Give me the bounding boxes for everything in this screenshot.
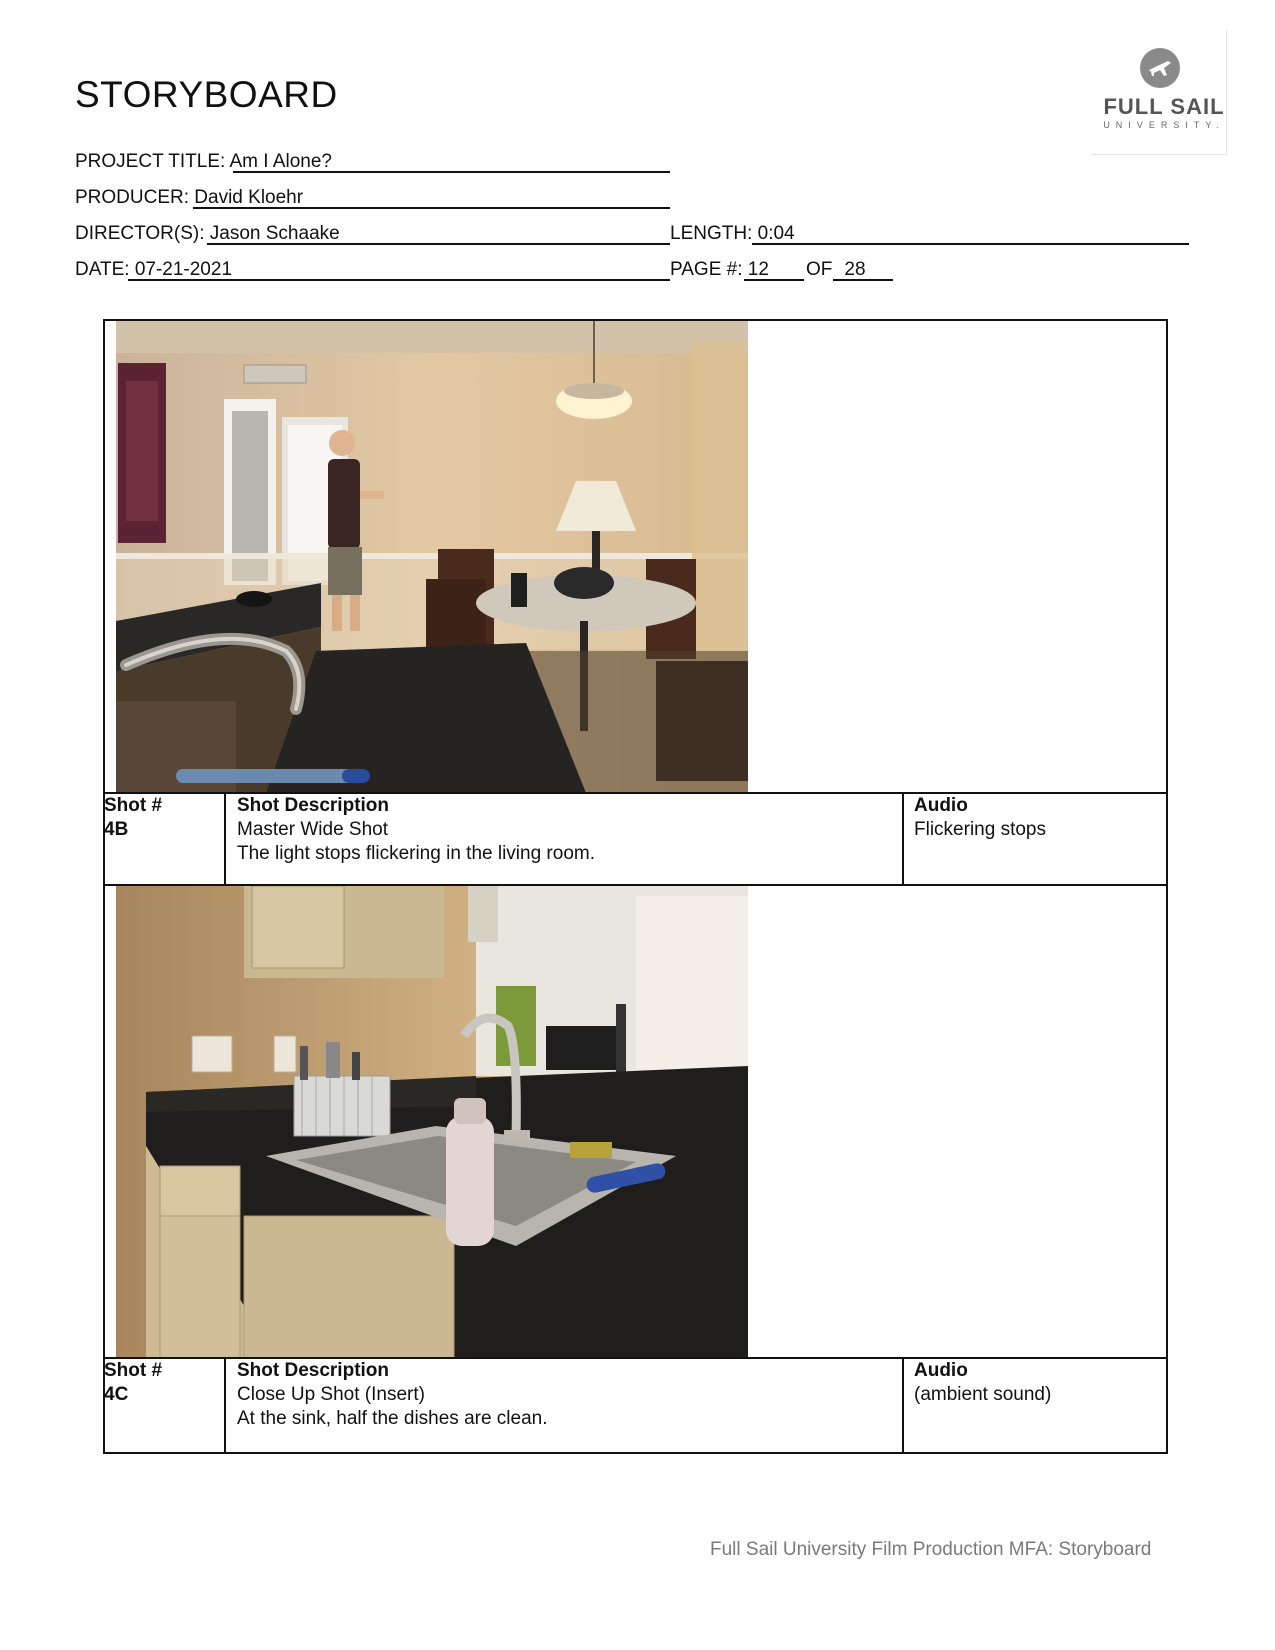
director-field bbox=[75, 223, 340, 245]
of-underline bbox=[833, 279, 893, 281]
project-title-underline bbox=[233, 171, 670, 173]
shot-4c-desc-line1: Close Up Shot (Insert) bbox=[237, 1384, 425, 1405]
shot-4b-col2-divider bbox=[902, 792, 904, 884]
project-title-label: PROJECT TITLE bbox=[75, 151, 220, 172]
page-footer: Full Sail University Film Production MFA: Storyboard bbox=[710, 1539, 1152, 1560]
length-value: : 0:04 bbox=[747, 223, 795, 244]
shot-4b-col1-divider bbox=[224, 792, 226, 884]
project-title-field bbox=[75, 151, 332, 173]
director-label: DIRECTOR(S) bbox=[75, 223, 200, 244]
shot-4b-audio-text: Flickering stops bbox=[914, 819, 1046, 840]
page-number-field bbox=[670, 259, 769, 281]
director-underline bbox=[207, 243, 670, 245]
shot-4b-desc-line1: Master Wide Shot bbox=[237, 819, 388, 840]
shot-4c-col2-divider bbox=[902, 1357, 904, 1453]
page-value: : 12 bbox=[737, 259, 769, 280]
full-sail-logo bbox=[1092, 30, 1227, 155]
page-title: STORYBOARD bbox=[75, 74, 338, 115]
producer-label: PRODUCER bbox=[75, 187, 184, 208]
logo-subtitle: UNIVERSITY. bbox=[1103, 120, 1225, 130]
page-total-field bbox=[806, 259, 866, 281]
project-title-value: : Am I Alone? bbox=[220, 151, 332, 172]
shot-4b-audio-label: Audio bbox=[914, 795, 968, 816]
producer-field bbox=[75, 187, 303, 209]
shot-4c-image bbox=[116, 886, 748, 1358]
shot-4c-col1-divider bbox=[224, 1357, 226, 1453]
length-field bbox=[670, 223, 795, 245]
shot-4b-desc-line2: The light stops flickering in the living room. bbox=[237, 843, 595, 864]
shot-4b-desc-label: Shot Description bbox=[237, 795, 390, 816]
shot-4c-shot-label: Shot # bbox=[104, 1360, 163, 1381]
producer-underline bbox=[193, 207, 670, 209]
shot-4c-audio-text: (ambient sound) bbox=[914, 1384, 1052, 1405]
shot-4c-number: 4C bbox=[104, 1384, 129, 1405]
plane-icon bbox=[1140, 48, 1180, 88]
length-label: LENGTH bbox=[670, 223, 748, 244]
shot-4b-number: 4B bbox=[104, 819, 129, 840]
director-value: : Jason Schaake bbox=[199, 223, 340, 244]
shot-4b-image bbox=[116, 321, 748, 793]
producer-value: : David Kloehr bbox=[183, 187, 304, 208]
shot-4b-shot-label: Shot # bbox=[104, 795, 163, 816]
shot-4c-desc-line2: At the sink, half the dishes are clean. bbox=[237, 1408, 548, 1429]
logo-wordmark: FULL SAIL bbox=[1103, 94, 1225, 119]
of-label: OF bbox=[806, 259, 833, 280]
of-value: 28 bbox=[844, 259, 866, 280]
page-label: PAGE # bbox=[670, 259, 738, 280]
length-underline bbox=[752, 243, 1189, 245]
page-underline bbox=[744, 279, 804, 281]
date-underline bbox=[128, 279, 670, 281]
shot-4c-desc-label: Shot Description bbox=[237, 1360, 390, 1381]
date-field bbox=[75, 259, 232, 281]
date-value: : 07-21-2021 bbox=[124, 259, 233, 280]
shot-4c-audio-label: Audio bbox=[914, 1360, 968, 1381]
date-label: DATE bbox=[75, 259, 125, 280]
